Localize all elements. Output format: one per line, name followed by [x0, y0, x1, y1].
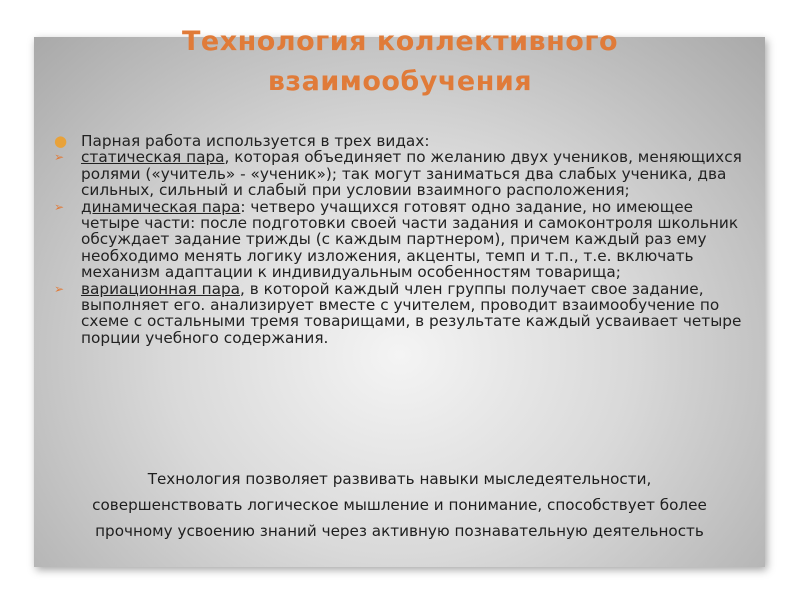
item-text: , в которой каждый член группы получает свое задание, выполняет его. анализирует вместе с учителем, проводит взаимообучение по схеме с остальными тремя товарищами, в результате каждый усваивает четыре порции учебного содержания.: [81, 279, 742, 347]
title-line-1: Технология коллективного: [181, 26, 618, 57]
list-item: [54, 149, 754, 198]
conclusion-line-2: совершенствовать логическое мышление и понимание, способствует более: [92, 496, 707, 514]
intro-item: [54, 133, 754, 149]
item-text: , которая объединяет по желанию двух учеников, меняющихся ролями («учитель» - «ученик»); так могут заниматься два слабых ученика, два сильных, сильный и слабый при условии взаимного расположения;: [81, 148, 742, 200]
circle-bullet-icon: ●: [54, 132, 68, 150]
arrow-bullet-icon: ➢: [54, 150, 65, 165]
item-term: динамическая пара: [81, 197, 241, 216]
list-item: [54, 281, 754, 347]
item-term: статическая пара: [81, 148, 225, 167]
item-term: вариационная пара: [81, 279, 241, 298]
conclusion-text: [34, 466, 765, 544]
slide-title: [0, 22, 800, 102]
conclusion-line-3: прочному усвоению знаний через активную познавательную деятельность: [95, 522, 704, 540]
title-line-2: взаимообучения: [267, 66, 533, 97]
arrow-bullet-icon: ➢: [54, 199, 65, 214]
arrow-bullet-icon: ➢: [54, 281, 65, 296]
conclusion-line-1: Технология позволяет развивать навыки мыследеятельности,: [147, 470, 652, 488]
intro-text: Парная работа используется в трех видах:: [81, 132, 430, 150]
item-text: : четверо учащихся готовят одно задание, но имеющее четыре части: после подготовки своей части задания и самоконтроля школьник обсуждает задание трижды (с каждым партнером), причем каждый раз ему необходимо менять логику изложения, акценты, темп и т.п., т.е. включать механизм адаптации к индивидуальным особенностям товарища;: [81, 197, 739, 282]
list-item: [54, 199, 754, 281]
slide-body: [54, 133, 754, 346]
